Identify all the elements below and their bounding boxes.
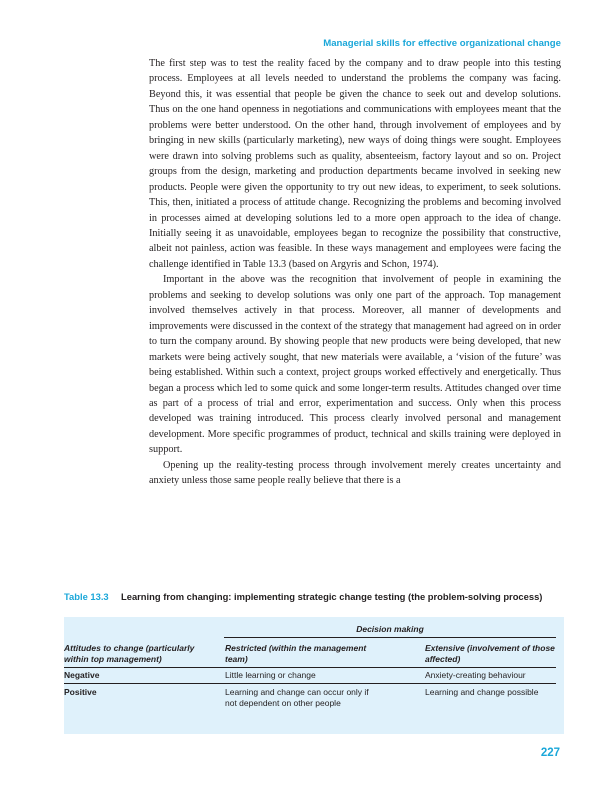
row-rule: [64, 683, 556, 684]
group-header-rule: [224, 637, 556, 638]
cell-negative-restricted: Little learning or change: [225, 670, 316, 680]
row-label-negative: Negative: [64, 670, 100, 680]
column-header-attitudes: Attitudes to change (particularly within top management): [64, 643, 195, 665]
body-text: [149, 56, 561, 489]
table-13-3: [64, 617, 564, 734]
cell-negative-extensive: Anxiety-creating behaviour: [425, 670, 526, 680]
table-title: Learning from changing: implementing strategic change testing (the problem-solving process): [121, 591, 543, 602]
page-number: 227: [540, 747, 560, 759]
cell-positive-restricted: Learning and change can occur only if not dependent on other people: [225, 687, 369, 709]
header-rule: [64, 667, 556, 668]
column-header-restricted: Restricted (within the management team): [225, 643, 367, 665]
paragraph-1: The first step was to test the reality faced by the company and to draw people into this testing process. Employees at all levels needed to understand the problems the company was facing. Beyond this, it was essential that people be given the chance to seek out and develop solutions. Thus on the one hand openness in negotiations and communications with employees meant that the problems were better understood. On the other hand, through involvement of employees and by bringing in new skills (particularly marketing), new ways of doing things were sought. Employees were drawn into solving problems such as quality, absenteeism, factory layout and so on. Project groups from the design, marketing and production departments became involved in seeking new products. People were given the opportunity to try out new ideas, to experiment, to seek solutions. This, then, initiated a process of attitude change. Recognizing the problems and becoming involved in processes aimed at developing solutions led to a more open approach to the idea of change. Initially seeing it as unavoidable, employees began to recognize the possibility that constructive, albeit not painless, action was feasible. In these ways management and employees were facing the challenge identified in Table 13.3 (based on Argyris and Schon, 1974).: [149, 58, 561, 270]
running-header: Managerial skills for effective organizational change: [323, 38, 561, 49]
row-label-positive: Positive: [64, 687, 97, 697]
cell-positive-extensive: Learning and change possible: [425, 687, 539, 697]
decision-making-header: Decision making: [356, 624, 424, 634]
column-header-extensive: Extensive (involvement of those affected): [425, 643, 555, 665]
paragraph-2: Important in the above was the recognition that involvement of people in examining the problems and seeking to develop solutions was only one part of the approach. Top management involved themselves actively in that process. Moreover, all manner of developments and improvements were discussed in the context of the strategy that management had agreed on in order to turn the company around. By showing people that new products were being developed, that new markets were being actively sought, that new materials were available, a ‘vision of the future’ was being established. Within such a context, project groups worked effectively and energetically. Thus began a process which led to some quick and some longer-term results. Attitudes changed over time as part of a process of trial and error, experimentation and success. Only when this process developed was training introduced. This process clearly involved personal and management development. More specific programmes of product, technical and skills training were deployed in support.: [149, 274, 561, 456]
table-label: Table 13.3: [64, 591, 109, 602]
table-caption: [64, 590, 564, 604]
paragraph-3: Opening up the reality-testing process through involvement merely creates uncertainty and anxiety unless those same people really believe that there is a: [149, 459, 561, 487]
